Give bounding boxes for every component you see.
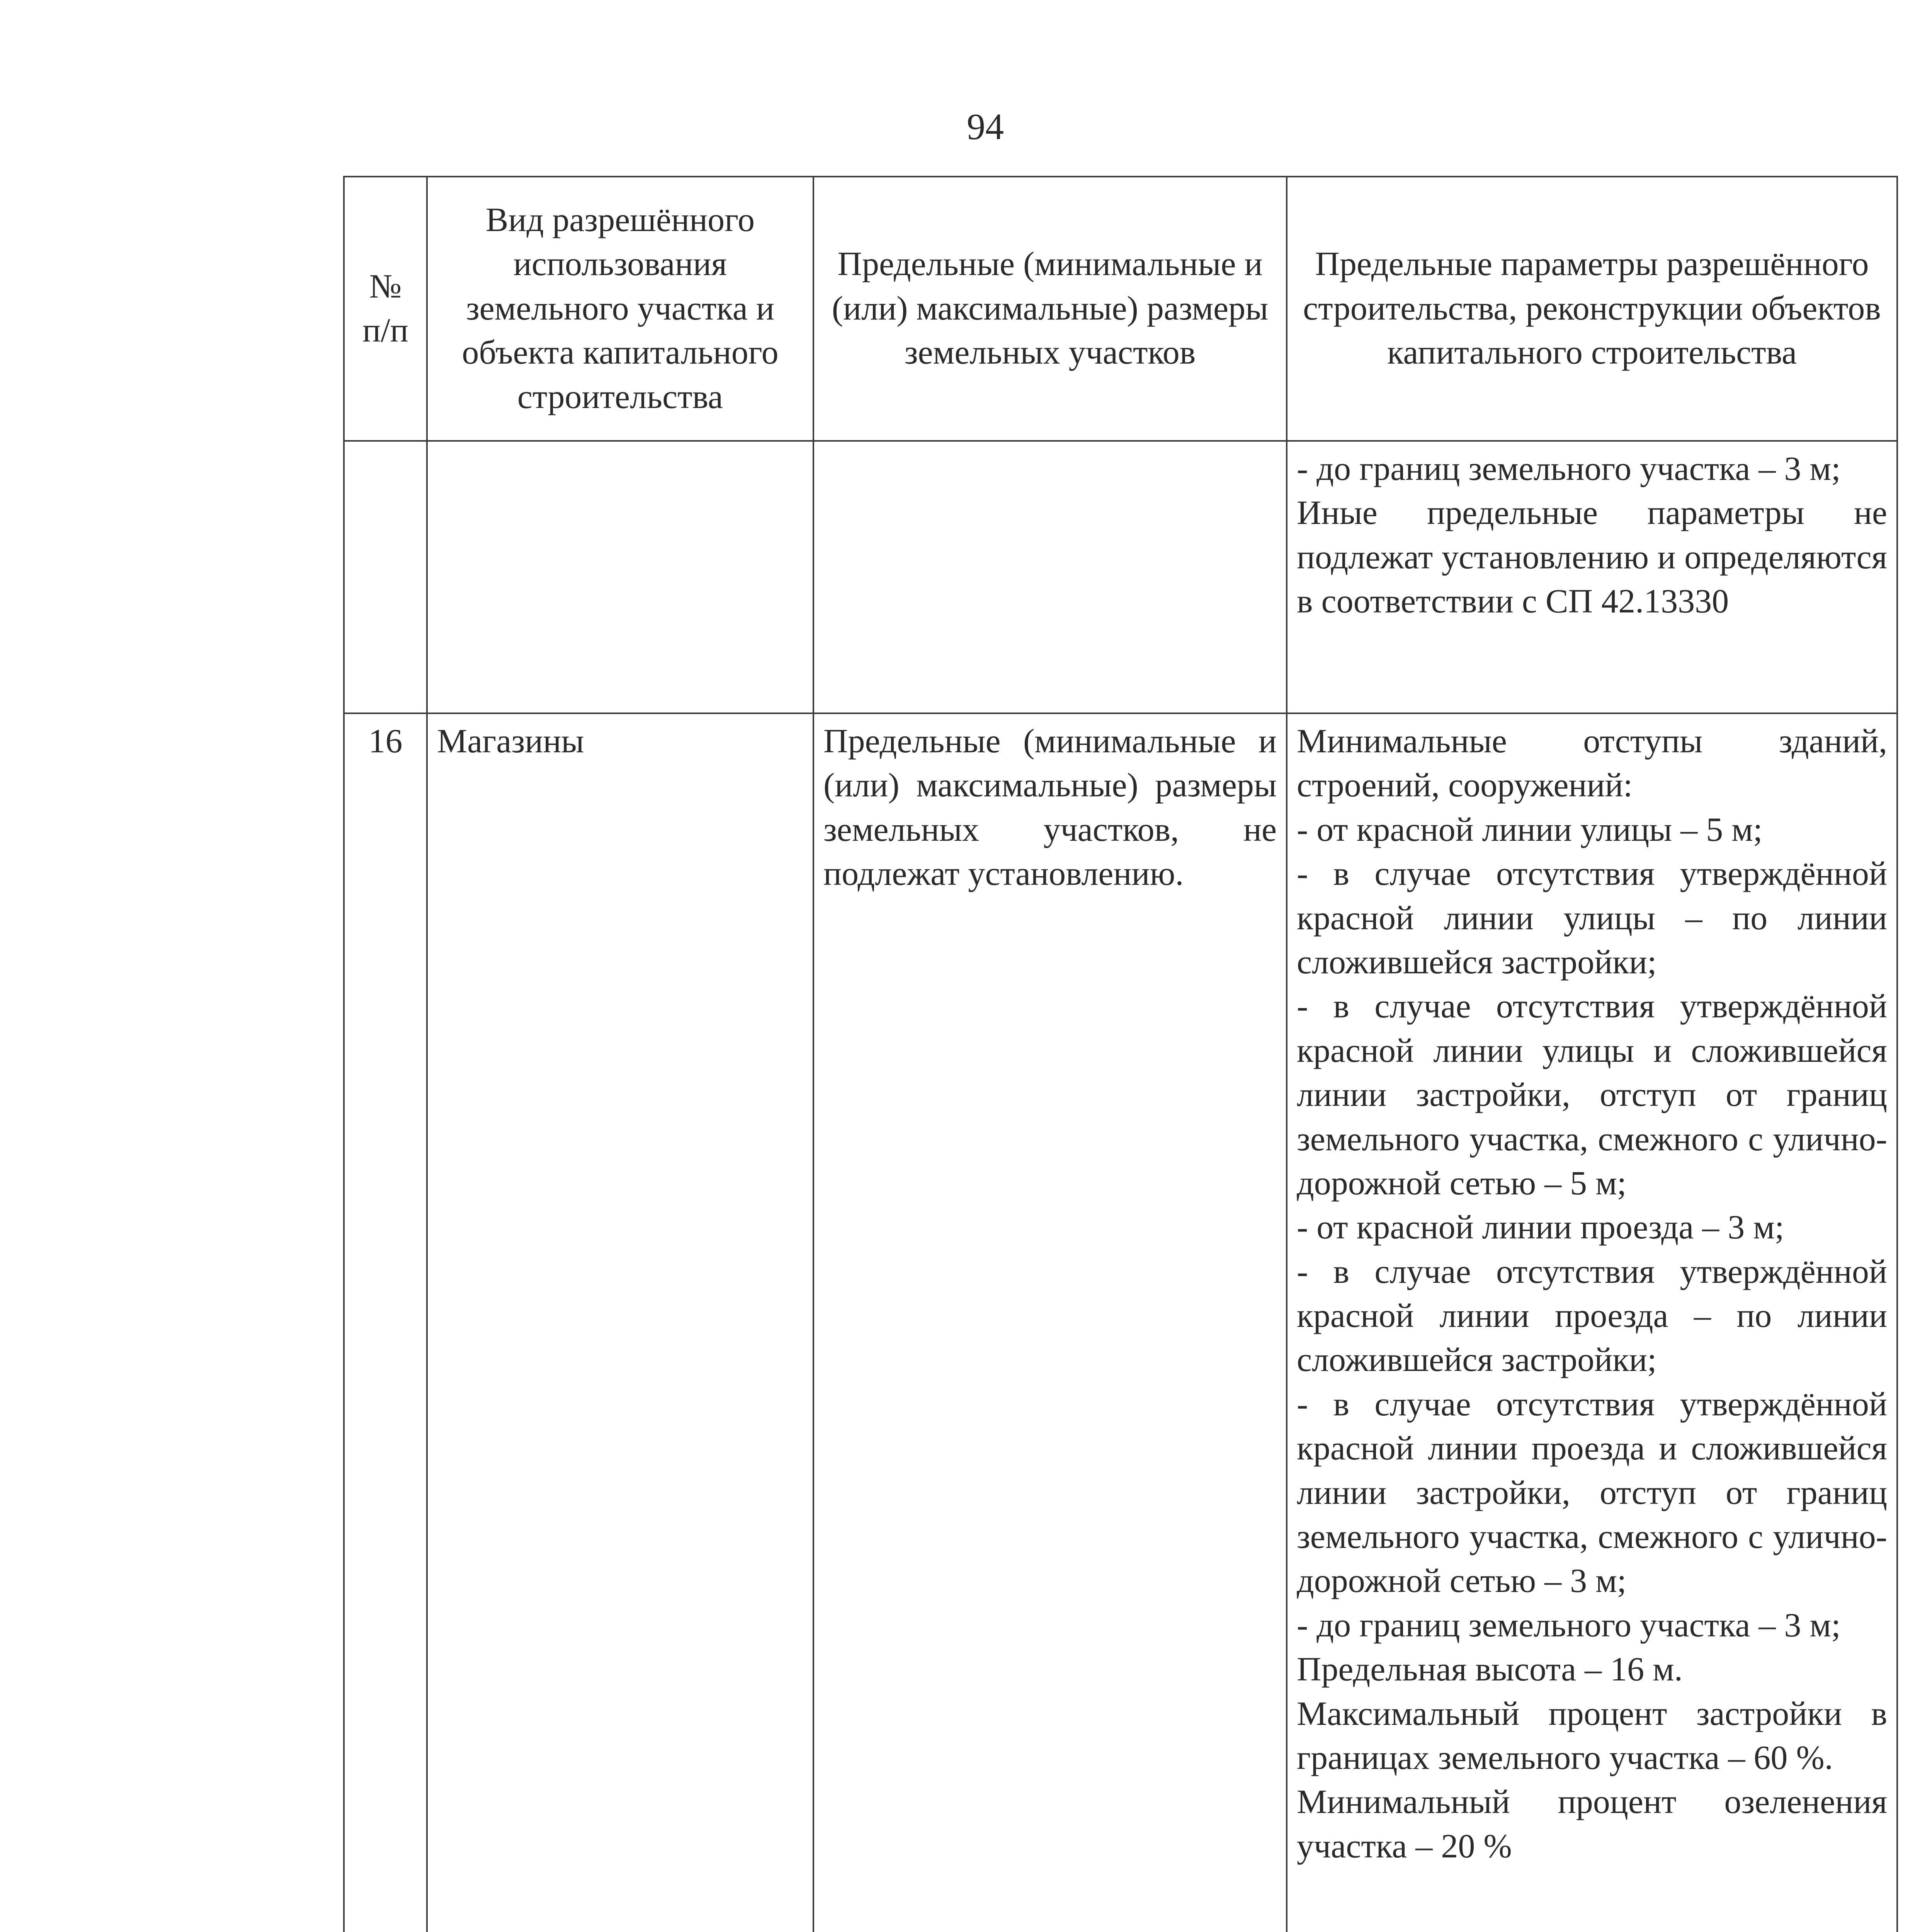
param-line: Предельная высота – 16 м. (1297, 1651, 1683, 1689)
table-header-row (344, 177, 1897, 441)
param-line: Минимальный процент озеленения участка – 20 % (1297, 1783, 1887, 1865)
row-building-params (1287, 713, 1897, 1932)
header-plot-size: Предельные (минимальные и (или) максимальные) размеры земельных участков (813, 177, 1287, 441)
param-line: Иные предельные параметры не подлежат установлению и определяются в соответствии с СП 42.13330 (1297, 494, 1887, 621)
param-line: - от красной линии проезда – 3 м; (1297, 1209, 1784, 1247)
regulations-table (343, 176, 1898, 1932)
param-line: - в случае отсутствия утверждённой красной линии улицы – по линии сложившейся застройки; (1297, 855, 1887, 981)
header-building-params: Предельные параметры разрешённого строительства, реконструкции объектов капитального строительства (1287, 177, 1897, 441)
param-line: - от красной линии улицы – 5 м; (1297, 811, 1763, 849)
plot-size-text: Предельные (минимальные и (или) максимальные) размеры земельных участков, не подлежат установлению. (823, 723, 1277, 893)
param-line: - в случае отсутствия утверждённой красной линии проезда и сложившейся линии застройки, отступ от границ земельного участка, смежного с улично-дорожной сетью – 3 м; (1297, 1385, 1887, 1600)
param-line: - до границ земельного участка – 3 м; (1297, 450, 1841, 488)
row-number: 16 (344, 713, 427, 1932)
param-line: - в случае отсутствия утверждённой красной линии проезда – по линии сложившейся застройки; (1297, 1253, 1887, 1379)
row-plot-size (813, 713, 1287, 1932)
table-row (344, 441, 1897, 713)
row-permitted-use: Магазины (427, 713, 813, 1932)
table-row (344, 713, 1897, 1932)
header-number: № п/п (344, 177, 427, 441)
header-permitted-use: Вид разрешённого использования земельного участка и объекта капитального строительства (427, 177, 813, 441)
row-permitted-use (427, 441, 813, 713)
param-line: - в случае отсутствия утверждённой красной линии улицы и сложившейся линии застройки, отступ от границ земельного участка, смежного с улично-дорожной сетью – 5 м; (1297, 988, 1887, 1202)
page-number: 94 (967, 106, 1004, 147)
param-line: Максимальный процент застройки в границах земельного участка – 60 %. (1297, 1695, 1887, 1777)
param-line: Минимальные отступы зданий, строений, сооружений: (1297, 723, 1887, 804)
row-number (344, 441, 427, 713)
row-building-params (1287, 441, 1897, 713)
param-line: - до границ земельного участка – 3 м; (1297, 1606, 1841, 1644)
row-plot-size (813, 441, 1287, 713)
